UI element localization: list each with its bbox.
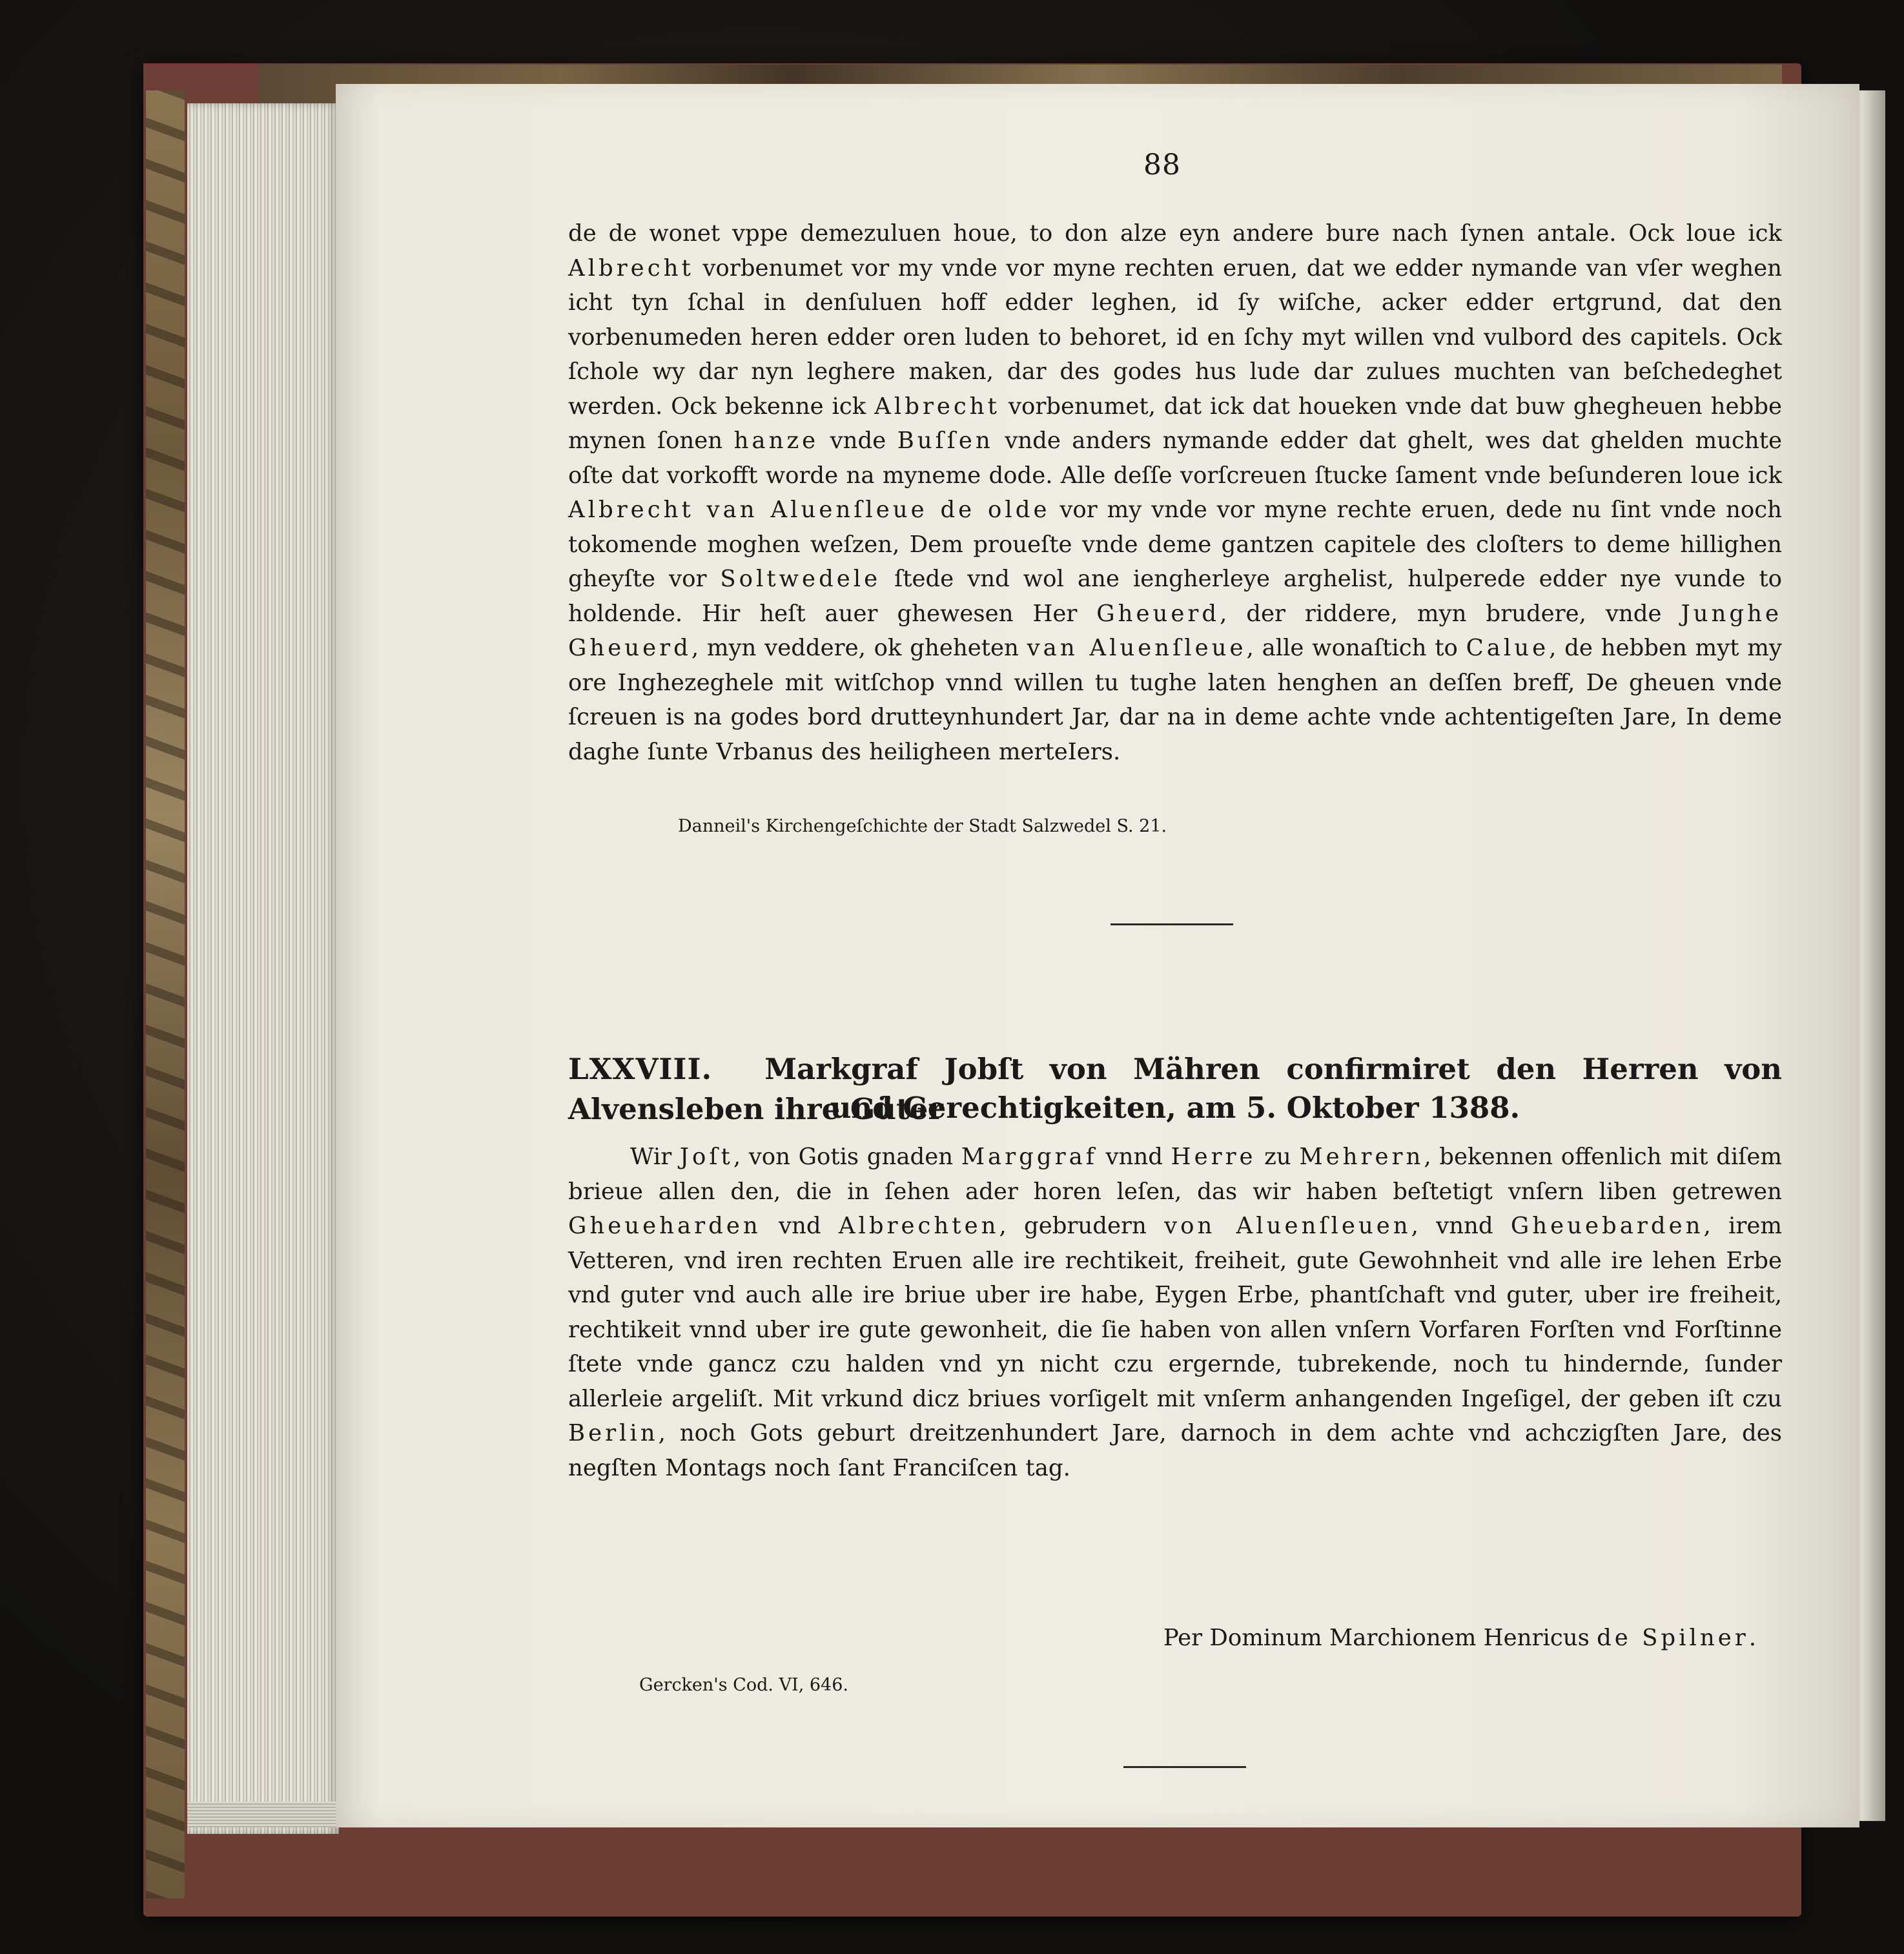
text-segment: , irem Vetteren, vnd iren rechten Eruen alle ire rechtikeit, freiheit, gute Gewohnheit vnd alle ire lehen Erbe vnd guter vnd auch alle ire briue uber ire habe, Eygen Erbe, phantſchaft vnd guter, uber ire freiheit, rechtikeit vnnd uber ire gute gewonheit, die ſie haben von allen vnſern Vorfaren Forſten vnd Forſtinne ſtete vnde gancz czu halden vnd yn nicht czu ergernde, tubrekende, noch tu hindernde, ſunder allerleie argeliſt. Mit vrkund dicz briues vorſigelt mit vnſerm anhangenden Ingeſigel, der geben iſt czu [568, 1213, 1782, 1412]
text-segment: , alle wonaſtich to [1246, 635, 1466, 661]
spaced-name: Herre [1171, 1144, 1256, 1170]
spaced-name: Albrecht [874, 393, 1000, 420]
document-number: LXXVIII. [568, 1052, 713, 1086]
spaced-name: Albrecht [568, 254, 694, 282]
text-segment: vnnd [1097, 1144, 1171, 1170]
text-segment: , bekennen offenlich mit diſem brieue allen den, die in ſehen ader horen leſen, das wir haben beſtetigt vnſern liben getrewen [568, 1144, 1782, 1205]
text-segment: , vnnd [1411, 1213, 1511, 1239]
page-number: 88 [1143, 149, 1181, 181]
text-segment: ſtede vnd wol ane iengherleye arghelist, hulperede edder nye vunde to holdende. Hir heſt auer ghewesen Her [568, 566, 1782, 627]
document-one-text [568, 216, 1782, 769]
text-segment: , de hebben myt my ore Inghezeghele mit witſchop vnnd willen tu tughe laten henghen an deſſen breff, De gheuen vnde ſcreuen is na godes bord drutteynhundert Jar, dar na in deme achte vnde achtentigeſten Jare, In deme daghe ſunte Vrbanus des heiligheen merteIers. [568, 635, 1782, 765]
spaced-name: Gheueharden [568, 1213, 761, 1239]
section-divider [1123, 1766, 1246, 1768]
signature-prefix: Per Dominum Marchionem Henricus [1163, 1625, 1597, 1651]
text-segment: vor my vnde vor myne rechte eruen, dede nu ſint vnde noch tokomende moghen weſzen, Dem proueſte vnde deme gantzen capitele des cloſters to deme hillighen gheyſte vor [568, 497, 1782, 592]
text-segment: vorbenumet vor my vnde vor myne rechten eruen, dat we edder nymande van vſer weghen icht tyn ſchal in denſuluen hoff edder leghen, id ſy wiſche, acker edder ertgrund, dat den vorbenumeden heren edder oren luden to behoret, id en ſchy myt willen vnd vulbord des capitels. Ock ſchole wy dar nyn leghere maken, dar des godes hus lude dar zulues muchten van beſchedeghet werden. Ock bekenne ick [568, 254, 1782, 420]
source-citation-two: Gercken's Cod. VI, 646. [639, 1675, 848, 1695]
text-segment: vnde [819, 427, 897, 454]
spaced-name: Marggraf [961, 1144, 1098, 1170]
spaced-name: Joſt [679, 1144, 733, 1170]
spaced-name: Junghe Gheuerd [568, 600, 1782, 661]
source-citation-one: Danneil's Kirchengeſchichte der Stadt Salzwedel S. 21. [678, 816, 1167, 836]
spaced-name: van Aluenſleue [1027, 635, 1247, 661]
text-segment: Wir [630, 1144, 680, 1170]
text-segment: de de wonet vppe demezuluen houe, to don alze eyn andere bure nach ſynen antale. Ock loue ick [568, 220, 1782, 247]
text-segment: vorbenumet, dat ick dat houeken vnde dat buw ghegheuen hebbe mynen ſonen [568, 393, 1782, 454]
text-segment: vnd [761, 1213, 839, 1239]
heading-line-two: und Gerechtigkeiten, am 5. Oktober 1388. [830, 1091, 1520, 1125]
spaced-name: hanze [733, 427, 819, 454]
heading-line-one: Markgraf Jobſt von Mähren confirmiret den Herren von Alvensleben ihre Güter [568, 1052, 1782, 1126]
spaced-name: Berlin [568, 1420, 659, 1446]
spaced-name: Gheuerd [1096, 600, 1220, 627]
signature-line [1163, 1621, 1756, 1655]
signature-name: de Spilner [1597, 1625, 1749, 1651]
page-edges [187, 103, 339, 1834]
spaced-name: Soltwedele [720, 566, 881, 592]
text-segment: vnde anders nymande edder dat ghelt, wes dat ghelden muchte oſte dat vorkofft worde na myneme dode. Alle deſſe vorſcreuen ſtucke ſament vnde beſunderen loue ick [568, 427, 1782, 489]
text-segment: , myn veddere, ok gheheten [691, 635, 1027, 661]
text-segment: , der riddere, myn brudere, vnde [1220, 600, 1681, 627]
section-divider [1111, 923, 1233, 925]
spaced-name: Calue [1466, 635, 1550, 661]
document-two-text [568, 1140, 1782, 1485]
spaced-name: Buſſen [897, 427, 994, 454]
spaced-name: Mehrern [1299, 1144, 1424, 1170]
text-segment: , noch Gots geburt dreitzenhundert Jare, darnoch in dem achte vnd achczigſten Jare, des negſten Montags noch ſant Franciſcen tag. [568, 1420, 1782, 1481]
text-segment: zu [1256, 1144, 1300, 1170]
spaced-name: Gheuebarden [1510, 1213, 1704, 1239]
spaced-name: Albrechten [838, 1213, 999, 1239]
text-segment: , von Gotis gnaden [733, 1144, 961, 1170]
spaced-name: von Aluenſleuen [1164, 1213, 1411, 1239]
marbled-board-left [146, 90, 185, 1898]
text-segment: , gebrudern [999, 1213, 1165, 1239]
spaced-name: Albrecht van Aluenſleue de olde [568, 497, 1050, 523]
signature-suffix: . [1748, 1625, 1756, 1651]
